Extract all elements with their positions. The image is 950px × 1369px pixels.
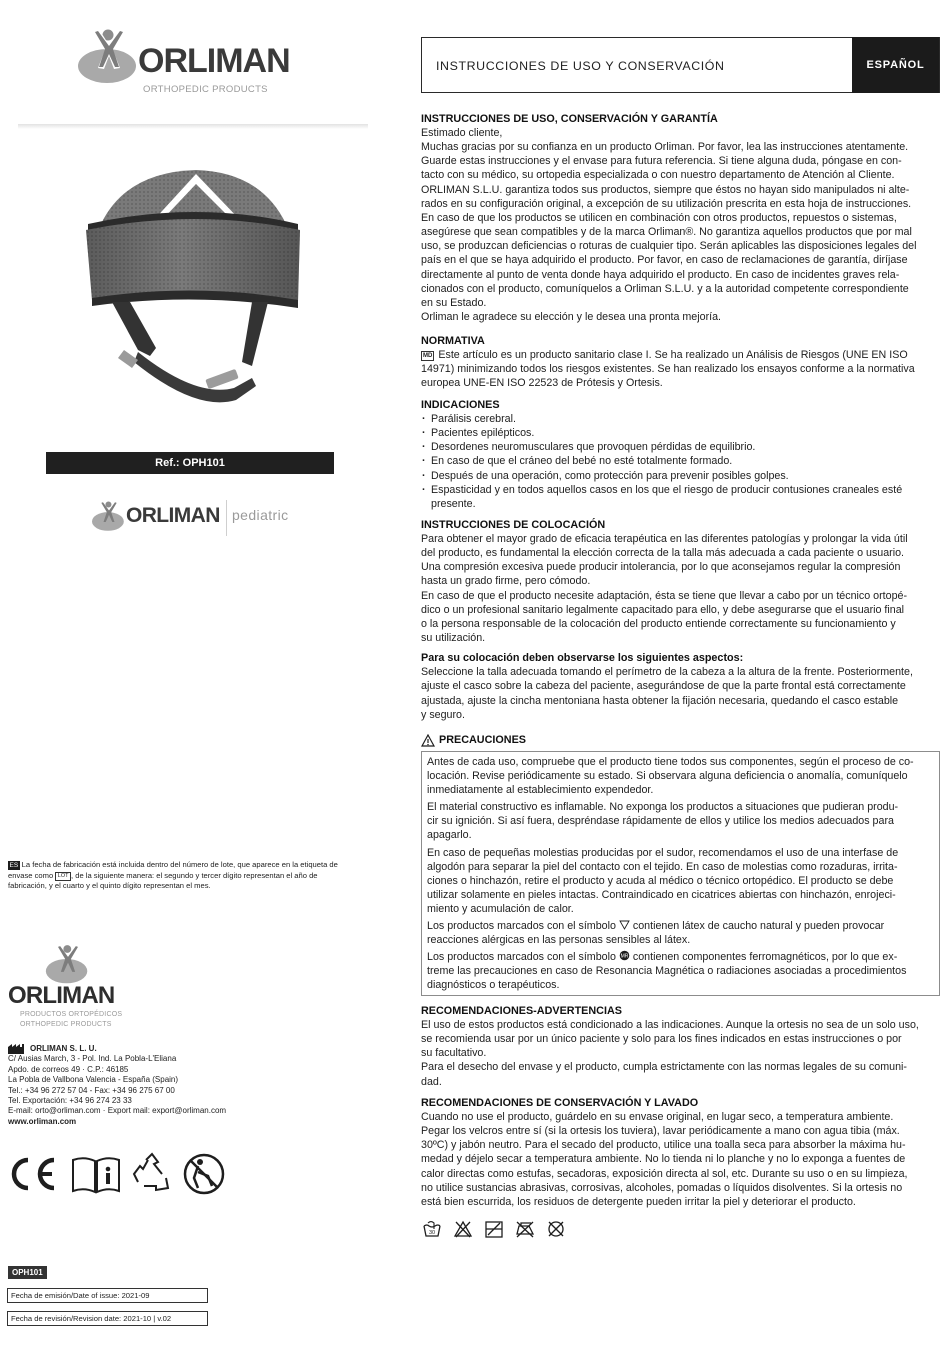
colocacion-line: En caso de que el producto necesite adaptación, ésta se tiene que llevar a cabo por un técnico ortopé-: [421, 589, 908, 602]
protective-helmet-photo: [46, 162, 334, 452]
warning-icon: [421, 734, 435, 747]
intro-line: Estimado cliente,: [421, 127, 503, 139]
list-item: · En caso de que el cráneo del bebé no esté totalmente formado.: [421, 454, 943, 468]
brand-wordmark: ORLIMAN: [8, 982, 115, 1009]
section-colocacion: [421, 518, 943, 722]
recomendaciones-line: dad.: [421, 1075, 442, 1088]
language-badge: ES: [9, 861, 19, 869]
colocacion-line: Una compresión excesiva puede producir intolerancia, por lo que aconsejamos regular la compresión: [421, 561, 901, 574]
orliman-logo: [78, 28, 338, 98]
lavado-line: está bien escurrida, los residuos de detergente pueden irritar la piel y deteriorar el producto.: [421, 1195, 856, 1208]
recomendaciones-line: Para el desecho del envase y el producto, cumpla estrictamente con las normas legales de su comuni-: [421, 1061, 907, 1074]
lot-symbol-icon: LOT: [55, 872, 71, 881]
section-normativa: [421, 334, 943, 390]
language-tab: ESPAÑOL: [852, 37, 939, 93]
list-item: · Espasticidad y en todos aquellos casos en los que el riesgo de producir contusiones craneales esté presente.: [421, 483, 943, 511]
precautions-box: [421, 751, 940, 996]
brand-wordmark: ORLIMAN: [126, 504, 220, 527]
lavado-line: calor directas como estufas, secadoras, exposición directa al sol, etc. Durante su uso o en su limpieza,: [421, 1167, 908, 1180]
section-heading: RECOMENDACIONES-ADVERTENCIAS: [421, 1005, 622, 1017]
lot-note-text-1: La fecha de fabricación está incluida dentro del número de lote, que aparece en la etiqueta de envase como: [8, 860, 338, 880]
document-title: INSTRUCCIONES DE USO Y CONSERVACIÓN: [436, 59, 725, 73]
svg-text:MR: MR: [620, 953, 629, 960]
do-not-dry-clean-icon: [546, 1219, 566, 1239]
intro-line: ORLIMAN S.L.U. garantiza todos sus productos, siempre que éstos no hayan sido manipulados ni alte-: [421, 183, 910, 196]
orliman-figure-icon: [92, 500, 126, 532]
lavado-line: no utilice sustancias abrasivas, corrosivas, alcoholes, pomadas o líquidos disolventes. Si la ortesis no: [421, 1181, 903, 1194]
intro-line: en su Estado.: [421, 296, 487, 309]
consult-instructions-icon: [70, 1152, 122, 1196]
recomendaciones-line: El uso de estos productos está condicionado a las indicaciones. Aunque la ortesis no sea de un solo uso,: [421, 1019, 919, 1031]
intro-line: rados en su configuración original, a excepción de su utilización prescrita en esta hoja de instrucciones.: [421, 197, 912, 210]
brand-tagline-en: ORTHOPEDIC PRODUCTS: [20, 1021, 112, 1028]
precautions-heading-row: [421, 733, 721, 747]
intro-line: uso, se produzcan deficiencias o roturas de cualquier tipo. Serán aplicables las disposiciones legales del: [421, 240, 917, 253]
certification-icons: [6, 1152, 226, 1196]
intro-line: Muchas gracias por su confianza en un producto Orliman. Por favor, lea las instrucciones atentamente.: [421, 141, 909, 154]
colocacion-line: o la persona responsable de la colocación del producto entiende correctamente su funcionamiento y: [421, 617, 896, 630]
logo-separator: [226, 500, 227, 536]
lot-number-note: [8, 860, 358, 892]
ce-mark-icon: [6, 1152, 60, 1196]
intro-line: En caso de que los productos se utilicen en combinación con otros productos, repuestos o sistemas,: [421, 211, 897, 224]
document-header: [421, 37, 940, 93]
latex-text-1: Los productos marcados con el símbolo: [427, 920, 616, 933]
orliman-pediatric-logo: [92, 496, 302, 540]
latex-text-2: contienen látex de caucho natural y pueden provocar reacciones alérgicas en las personas sensibles al látex.: [427, 920, 885, 947]
lavado-line: Cuando no use el producto, guárdelo en su envase original, en lugar seco, a temperatura ambiente.: [421, 1111, 894, 1123]
svg-text:30: 30: [428, 1230, 436, 1236]
colocacion-line: dico o un profesional sanitario legalmente capacitado para ello, y debe asegurarse que el usuario final: [421, 603, 905, 616]
colocacion-line: del producto, es fundamental la elección correcta de la talla más adecuada a cada paciente o usuario.: [421, 547, 905, 560]
company-phone-line: Tel. Exportación: +34 96 274 23 33: [8, 1096, 132, 1106]
list-item: · Desordenes neuromusculares que provoquen pérdidas de equilibrio.: [421, 440, 943, 454]
lot-note-text-2: , de la siguiente manera: el segundo y tercer dígito representan el año de fabricación, y el cuarto y el quinto dígito representan el mes.: [8, 870, 318, 891]
company-info: [8, 1044, 288, 1127]
colocacion-line: Seleccione la talla adecuada tomando el perímetro de la cabeza a la altura de la frente. Posteriormente,: [421, 666, 913, 679]
indications-list: [421, 412, 943, 511]
section-indicaciones: [421, 398, 943, 511]
subsection-heading: Para su colocación deben observarse los siguientes aspectos:: [421, 652, 744, 665]
intro-line: directamente al punto de venta donde haya adquirido el producto. En caso de incidentes graves rela-: [421, 268, 900, 281]
company-address-line: La Pobla de Vallbona Valencia - España (Spain): [8, 1075, 179, 1085]
section-heading: INSTRUCCIONES DE COLOCACIÓN: [421, 519, 606, 531]
company-name: ORLIMAN S. L. U.: [30, 1044, 97, 1053]
latex-paragraph: [427, 919, 934, 947]
orliman-footer-logo: [8, 944, 188, 1034]
care-symbols: [422, 1219, 582, 1239]
recycle-icon: [130, 1152, 174, 1196]
normativa-line: europea UNE-EN ISO 22523 de Prótesis y Ortesis.: [421, 377, 663, 390]
orliman-figure-icon: [44, 944, 92, 984]
header-divider: [18, 124, 368, 129]
section-heading: NORMATIVA: [421, 335, 485, 347]
mri-text-2: contienen componentes ferromagnéticos, por lo que ex- treme las precauciones en caso de Resonancia Magnética o radiaciones asociadas a procedimientos diagnósticos o terapéuticos.: [427, 951, 907, 992]
do-not-iron-icon: [514, 1219, 534, 1239]
intro-line: Guarde estas instrucciones y el envase para futura referencia. Si tiene alguna duda, póngase en con-: [421, 155, 902, 168]
normativa-line: 14971) minimizando todos los riesgos existentes. Se han realizado los ensayos conforme a la normativa: [421, 363, 915, 376]
section-heading: RECOMENDACIONES DE CONSERVACIÓN Y LAVADO: [421, 1097, 699, 1109]
list-item: · Parálisis cerebral.: [421, 412, 943, 426]
normativa-line: Este artículo es un producto sanitario clase I. Se ha realizado un Análisis de Riesgos (UNE EN ISO: [438, 349, 908, 361]
list-item: · Después de una operación, como protección para prevenir posibles golpes.: [421, 469, 943, 483]
brand-tagline-es: PRODUCTOS ORTOPÉDICOS: [20, 1011, 123, 1018]
lavado-line: Pegar los velcros entre sí (si la ortesis los tuviera), lavar periódicamente a mano con agua tibia (máx.: [421, 1125, 900, 1138]
revision-date: Fecha de revisión/Revision date: 2021-10 | v.02: [7, 1311, 208, 1326]
precaution-paragraph: En caso de pequeñas molestias producidas por el sudor, recomendamos el uso de una interfase de algodón para separar la piel del contacto con el tejido. En caso de molestias como rozaduras, irrita- ciones o hinchazón, retire el producto y acuda al médico o técnico ortopédico. El producto se debe utilizar solamente en pieles intactas. Contraindicado en cicatrices abiertas con hinchazón, enrojeci- miento y acumulación de calor.: [427, 846, 899, 915]
intro-line: Orliman le agradece su elección y le desea una pronta mejoría.: [421, 311, 722, 324]
manufacturer-icon: [8, 1044, 24, 1054]
section-lavado: [421, 1096, 943, 1209]
precaution-paragraph: El material constructivo es inflamable. No exponga los productos a situaciones que pudieran produ- cir su ignición. Si así fuera, despréndase rápidamente de ellos y utilice los medios adecuados para apagarlo.: [427, 801, 899, 842]
colocacion-line: ajustada, ajuste la cincha mentoniana hasta obtener la fijación necesaria, quedando el casco estable: [421, 694, 899, 707]
company-address-line: Apdo. de correos 49 · C.P.: 46185: [8, 1064, 129, 1074]
colocacion-line: y seguro.: [421, 708, 465, 721]
section-intro: [421, 112, 943, 324]
mri-paragraph: [427, 950, 934, 992]
intro-line: tacto con su médico, su ortopedia especializada o con nuestro departamento de Atención al Cliente.: [421, 169, 895, 182]
product-ref-label: Ref.: OPH101: [46, 452, 334, 474]
colocacion-line: su utilización.: [421, 632, 486, 645]
section-heading: PRECAUCIONES: [439, 734, 526, 746]
intro-line: asegúrese que sean compatibles y de la marca Orliman®. No garantiza aquellos productos que por mal: [421, 226, 912, 239]
brand-tagline: ORTHOPEDIC PRODUCTS: [143, 84, 268, 95]
hand-wash-30-icon: [422, 1219, 442, 1239]
do-not-tumble-dry-icon: [484, 1219, 504, 1239]
latex-icon: [619, 919, 630, 930]
intro-line: país en el que se haya adquirido el producto. Por favor, en caso de reclamaciones de garantía, diríjase: [421, 254, 908, 267]
intro-line: cionados con el producto, comuníquelos a Orliman S.L.U. y a la autoridad competente correspondiente: [421, 282, 909, 295]
section-heading: INSTRUCCIONES DE USO, CONSERVACIÓN Y GARANTÍA: [421, 113, 718, 125]
medical-device-icon: MD: [423, 353, 433, 359]
list-item: · Pacientes epilépticos.: [421, 426, 943, 440]
colocacion-line: hasta un grado firme, pero cómodo.: [421, 575, 591, 588]
lavado-line: medad y déjelo secar a temperatura ambiente. No lo tienda ni lo planche y no lo exponga a fuentes de: [421, 1153, 906, 1166]
company-address-line: C/ Ausias March, 3 - Pol. Ind. La Pobla-L'Eliana: [8, 1054, 177, 1064]
recomendaciones-line: se recomienda usar por un único paciente y solo para los fines indicados en estas instrucciones o por: [421, 1033, 902, 1046]
product-code-badge: OPH101: [8, 1266, 47, 1279]
section-heading: INDICACIONES: [421, 399, 500, 411]
issue-date: Fecha de emisión/Date of issue: 2021-09: [7, 1288, 208, 1303]
do-not-bleach-icon: [453, 1219, 473, 1239]
company-email-line: E-mail: orto@orliman.com · Export mail: export@orliman.com: [8, 1106, 227, 1116]
company-website[interactable]: www.orliman.com: [8, 1116, 77, 1126]
no-littering-icon: [182, 1152, 226, 1196]
section-recomendaciones: [421, 1004, 943, 1089]
mri-unsafe-icon: [619, 950, 630, 961]
orliman-figure-icon: [78, 28, 140, 84]
company-phone-line: Tel.: +34 96 272 57 04 - Fax: +34 96 275 67 00: [8, 1085, 175, 1095]
brand-wordmark: ORLIMAN: [138, 42, 290, 80]
colocacion-line: Para obtener el mayor grado de eficacia terapéutica en las diferentes patologías y prolongar la vida útil: [421, 533, 908, 545]
colocacion-line: ajuste el casco sobre la cabeza del paciente, asegurándose de que la parte frontal está correctamente: [421, 680, 906, 693]
product-image: [46, 162, 334, 452]
lavado-line: 30ºC) y jabón neutro. Para el secado del producto, utilice una toalla seca para absorber la máxima hu-: [421, 1139, 906, 1152]
recomendaciones-line: su facultativo.: [421, 1047, 487, 1060]
precaution-paragraph: Antes de cada uso, compruebe que el producto tiene todos sus componentes, según el proceso de co- locación. Revise periódicamente su estado. Si observara alguna deficiencia o anomalía, comuníquelo inmediatamente al establecimiento expendedor.: [427, 756, 914, 797]
pediatric-label: pediatric: [232, 507, 289, 523]
mri-text-1: Los productos marcados con el símbolo: [427, 951, 616, 964]
